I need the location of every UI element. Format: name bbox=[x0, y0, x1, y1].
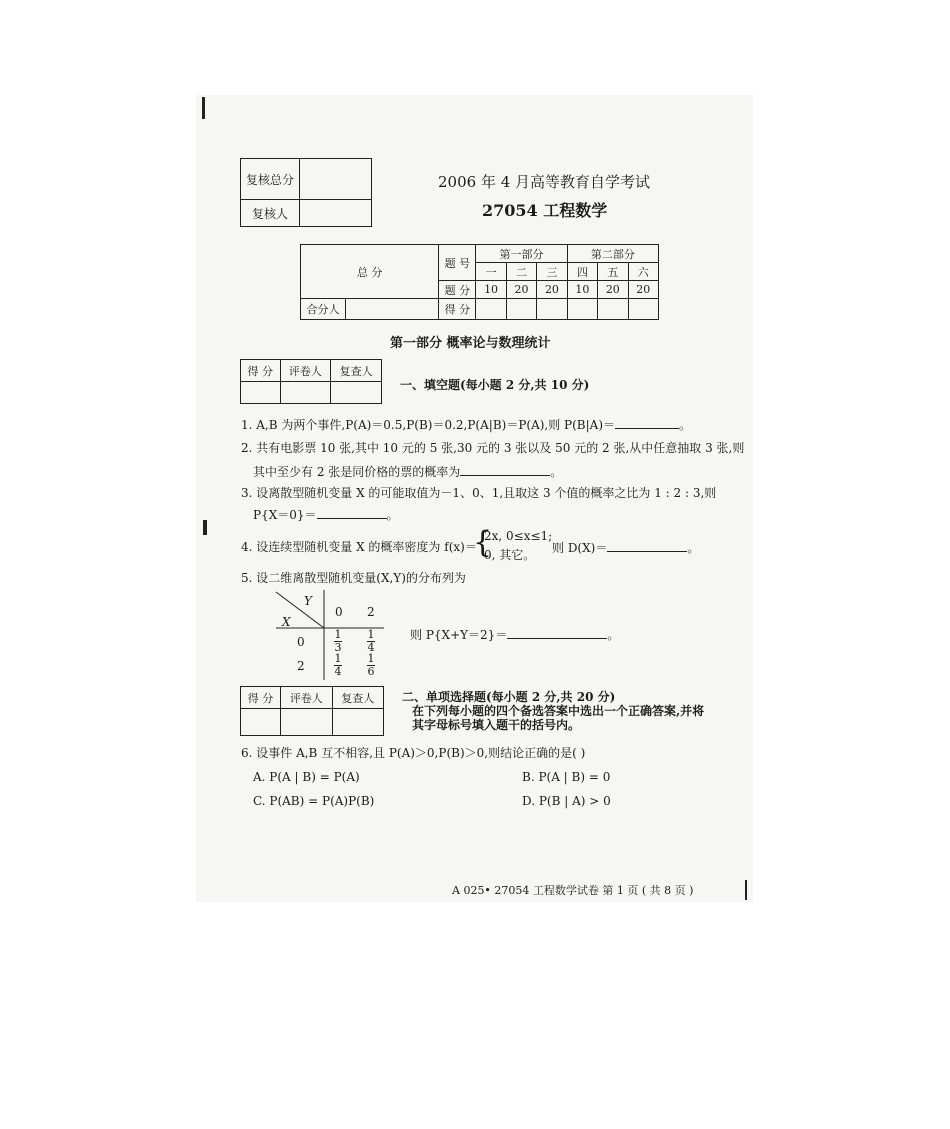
question-1: 1. A,B 为两个事件,P(A)＝0.5,P(B)＝0.2,P(A|B)＝P(A),则 P(B|A)＝ 。 bbox=[241, 418, 692, 432]
y-value: 0 bbox=[335, 605, 343, 619]
grader-header: 评卷人 bbox=[281, 687, 332, 709]
grader-table-2 bbox=[240, 686, 384, 736]
denominator: 4 bbox=[334, 665, 342, 678]
scorer-cell bbox=[346, 299, 439, 320]
piecewise-brace: { bbox=[473, 525, 493, 560]
question-6-stem: 6. 设事件 A,B 互不相容,且 P(A)＞0,P(B)＞0,则结论正确的是( ) bbox=[241, 746, 586, 760]
question-points: 20 bbox=[537, 281, 567, 299]
grader-header: 评卷人 bbox=[280, 360, 331, 382]
rechecker-cell bbox=[332, 709, 383, 736]
rechecker-header: 复查人 bbox=[332, 687, 383, 709]
question-5-text: 5. 设二维离散型随机变量(X,Y)的分布列为 bbox=[241, 571, 466, 585]
page-footer: A 025• 27054 工程数学试卷 第 1 页 ( 共 8 页 ) bbox=[452, 884, 694, 897]
reviewer-cell bbox=[300, 200, 372, 227]
earned-score-cell bbox=[628, 299, 658, 320]
grader-cell bbox=[281, 709, 332, 736]
question-number: 一 bbox=[476, 263, 506, 281]
question-5-ask-text: 则 P{X+Y＝2}＝ bbox=[410, 628, 508, 642]
y-label: Y bbox=[304, 594, 312, 608]
scorer-label: 合分人 bbox=[301, 299, 346, 320]
distribution-table bbox=[272, 590, 392, 682]
denominator: 3 bbox=[334, 641, 342, 654]
exam-title: 2006 年 4 月高等教育自学考试 bbox=[438, 173, 651, 191]
numerator: 1 bbox=[367, 628, 375, 641]
question-4-suffix: 则 D(X)＝ 。 bbox=[552, 541, 700, 555]
scan-edge-mark-top bbox=[202, 97, 205, 119]
option-c[interactable]: C. P(AB) = P(A)P(B) bbox=[253, 794, 375, 808]
denominator: 4 bbox=[367, 641, 375, 654]
review-box bbox=[240, 158, 372, 227]
earned-score-cell bbox=[506, 299, 536, 320]
earned-score-cell bbox=[567, 299, 597, 320]
answer-blank[interactable] bbox=[460, 463, 550, 476]
question-2-text: 其中至少有 2 张是同价格的票的概率为 bbox=[253, 465, 461, 479]
x-value: 2 bbox=[297, 659, 305, 673]
earned-score-cell bbox=[537, 299, 567, 320]
score-cell bbox=[241, 709, 281, 736]
piecewise-case-1: 2x, 0≤x≤1; bbox=[484, 529, 553, 543]
rechecker-header: 复查人 bbox=[331, 360, 382, 382]
question-number: 六 bbox=[628, 263, 658, 281]
answer-blank[interactable] bbox=[615, 416, 679, 429]
question-number: 五 bbox=[598, 263, 628, 281]
y-value: 2 bbox=[367, 605, 375, 619]
question-4-prefix: 4. 设连续型随机变量 X 的概率密度为 f(x)＝ bbox=[241, 540, 477, 554]
reviewer-label: 复核人 bbox=[241, 200, 300, 227]
question-number: 二 bbox=[506, 263, 536, 281]
question-points: 10 bbox=[567, 281, 597, 299]
option-a[interactable]: A. P(A | B) = P(A) bbox=[253, 770, 360, 784]
part-one-title: 第一部分 概率论与数理统计 bbox=[390, 336, 551, 351]
scan-edge-mark-right bbox=[745, 880, 747, 900]
score-table bbox=[300, 244, 659, 320]
question-3-line2: P{X＝0}＝ 。 bbox=[253, 508, 399, 522]
question-1-text: 1. A,B 为两个事件,P(A)＝0.5,P(B)＝0.2,P(A|B)＝P(A),则 P(B|A)＝ bbox=[241, 418, 616, 432]
question-points: 10 bbox=[476, 281, 506, 299]
prob-fraction bbox=[367, 653, 375, 678]
question-number-label: 题 号 bbox=[439, 245, 476, 281]
numerator: 1 bbox=[334, 652, 342, 665]
section2-desc-1: 在下列每小题的四个备选答案中选出一个正确答案,并将 bbox=[412, 704, 705, 718]
piecewise-case-2: 0, 其它。 bbox=[484, 548, 536, 562]
prob-fraction bbox=[334, 629, 342, 654]
numerator: 1 bbox=[367, 652, 375, 665]
question-5-ask: 则 P{X+Y＝2}＝ 。 bbox=[410, 628, 620, 642]
question-3-line1: 3. 设离散型随机变量 X 的可能取值为－1、0、1,且取这 3 个值的概率之比为 1 : 2 : 3,则 bbox=[241, 486, 717, 500]
review-total-label: 复核总分 bbox=[241, 159, 300, 200]
score-header: 得 分 bbox=[241, 687, 281, 709]
question-3-text: P{X＝0}＝ bbox=[253, 508, 317, 522]
exam-subtitle: 27054 工程数学 bbox=[482, 201, 608, 220]
section2-desc-2: 其字母标号填入题干的括号内。 bbox=[412, 718, 581, 732]
section2-title: 二、单项选择题(每小题 2 分,共 20 分) bbox=[402, 690, 616, 704]
answer-blank[interactable] bbox=[317, 506, 387, 519]
rechecker-cell bbox=[331, 382, 382, 404]
question-points-label: 题 分 bbox=[439, 281, 476, 299]
answer-blank[interactable] bbox=[507, 626, 607, 639]
question-number: 四 bbox=[567, 263, 597, 281]
part2-header: 第二部分 bbox=[567, 245, 658, 263]
score-cell bbox=[241, 382, 281, 404]
review-total-cell bbox=[300, 159, 372, 200]
question-2-line2: 其中至少有 2 张是同价格的票的概率为 。 bbox=[253, 465, 563, 479]
option-d[interactable]: D. P(B | A) > 0 bbox=[522, 794, 611, 808]
question-points: 20 bbox=[506, 281, 536, 299]
answer-blank[interactable] bbox=[607, 539, 687, 552]
grader-table-1 bbox=[240, 359, 382, 404]
prob-fraction bbox=[334, 653, 342, 678]
denominator: 6 bbox=[367, 665, 375, 678]
question-points: 20 bbox=[598, 281, 628, 299]
x-label: X bbox=[282, 615, 291, 629]
option-b[interactable]: B. P(A | B) = 0 bbox=[522, 770, 611, 784]
part1-header: 第一部分 bbox=[476, 245, 567, 263]
section1-title: 一、填空题(每小题 2 分,共 10 分) bbox=[400, 378, 590, 392]
question-4-text: 则 D(X)＝ bbox=[552, 541, 608, 555]
numerator: 1 bbox=[334, 628, 342, 641]
score-header: 得 分 bbox=[241, 360, 281, 382]
total-score-label: 总 分 bbox=[301, 245, 439, 299]
earned-score-cell bbox=[476, 299, 506, 320]
x-value: 0 bbox=[297, 635, 305, 649]
earned-score-label: 得 分 bbox=[439, 299, 476, 320]
question-2-line1: 2. 共有电影票 10 张,其中 10 元的 5 张,30 元的 3 张以及 50 元的 2 张,从中任意抽取 3 张,则 bbox=[241, 441, 745, 455]
grader-cell bbox=[280, 382, 331, 404]
earned-score-cell bbox=[598, 299, 628, 320]
scan-edge-mark-left bbox=[203, 520, 207, 535]
question-number: 三 bbox=[537, 263, 567, 281]
question-points: 20 bbox=[628, 281, 658, 299]
prob-fraction bbox=[367, 629, 375, 654]
